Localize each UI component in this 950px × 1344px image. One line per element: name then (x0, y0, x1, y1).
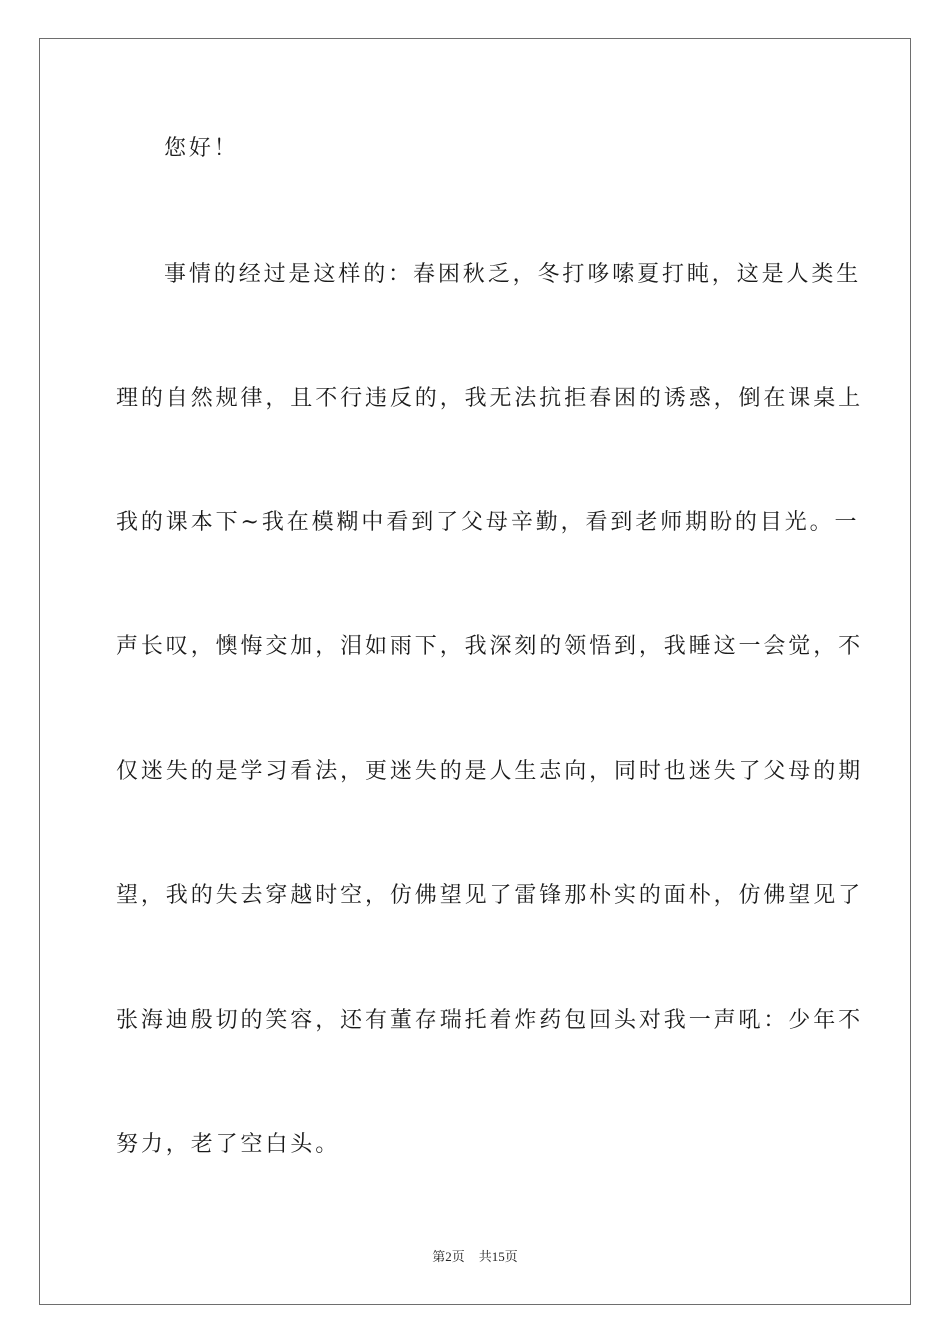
body-line-7: 张海迪殷切的笑容，还有董存瑞托着炸药包回头对我一声吼：少年不 (116, 1008, 864, 1033)
body-line-6: 望，我的失去穿越时空，仿佛望见了雷锋那朴实的面朴，仿佛望见了 (116, 883, 864, 908)
body-line-8: 努力，老了空白头。 (116, 1132, 341, 1157)
body-line-2: 理的自然规律，且不行违反的，我无法抗拒春困的诱惑，倒在课桌上 (116, 386, 864, 411)
salutation: 您好！ (164, 136, 239, 161)
page-border (39, 38, 911, 1305)
body-line-4: 声长叹，懊悔交加，泪如雨下，我深刻的领悟到，我睡这一会觉，不 (116, 634, 864, 659)
body-line-1: 事情的经过是这样的：春困秋乏，冬打哆嗦夏打盹，这是人类生 (164, 262, 862, 287)
page-footer (0, 1248, 950, 1266)
total-pages-label: 共15页 (478, 1249, 518, 1264)
body-line-3: 我的课本下~我在模糊中看到了父母辛勤，看到老师期盼的目光。一 (116, 510, 860, 535)
body-line-5: 仅迷失的是学习看法，更迷失的是人生志向，同时也迷失了父母的期 (116, 759, 864, 784)
current-page-label: 第2页 (432, 1249, 465, 1264)
